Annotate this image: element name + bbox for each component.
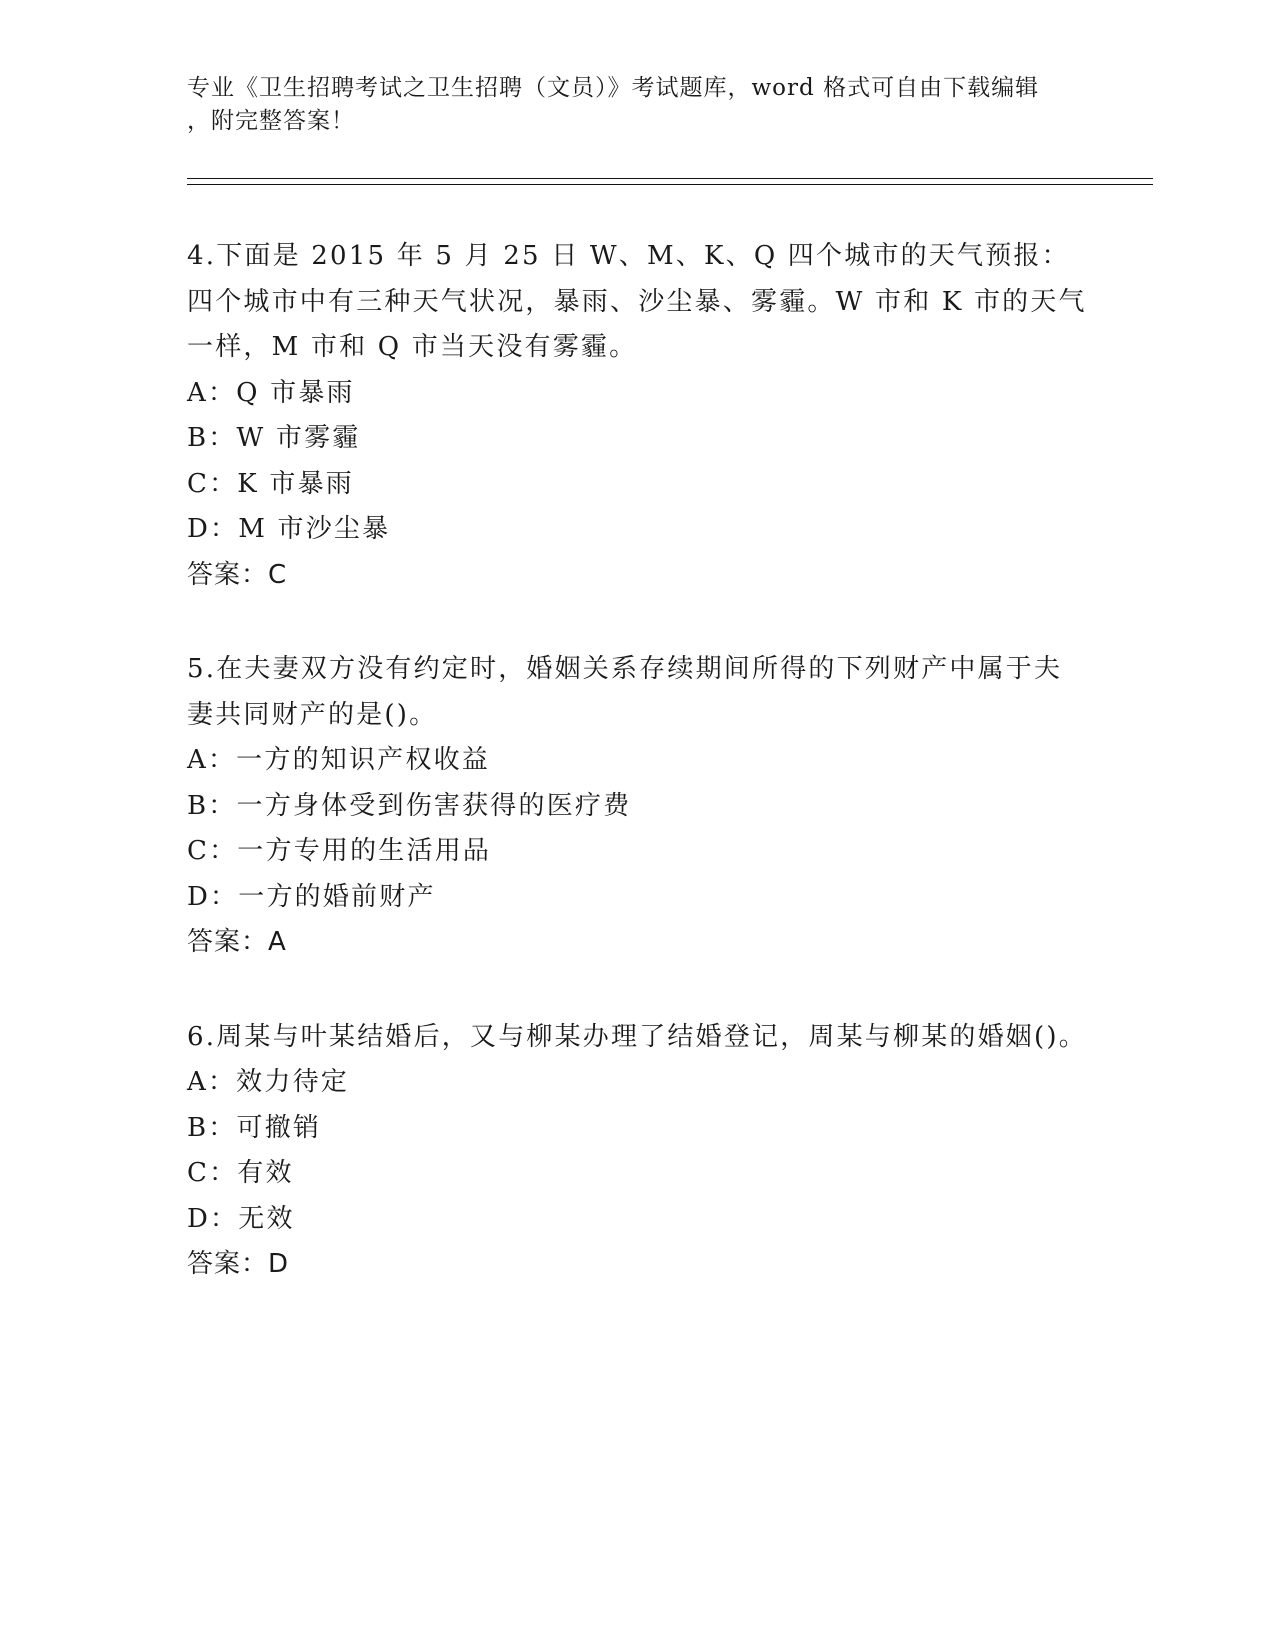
option-d: D：无效: [187, 1203, 295, 1234]
question-list: [187, 234, 1087, 1337]
option-c: C：K 市暴雨: [187, 468, 354, 499]
option-a: A：Q 市暴雨: [187, 377, 355, 408]
answer: 答案：C: [187, 559, 288, 590]
option-b: B：W 市雾霾: [187, 423, 361, 453]
question-stem: 6.周某与叶某结婚后，又与柳某办理了结婚登记，周某与柳某的婚姻()。: [187, 1021, 1087, 1052]
question-6: [187, 1015, 1087, 1288]
option-d: D：一方的婚前财产: [187, 881, 436, 912]
option-a: A：效力待定: [187, 1067, 349, 1097]
question-stem: 4.下面是 2015 年 5 月 25 日 W、M、K、Q 四个城市的天气预报：四个城市中有三种天气状况，暴雨、沙尘暴、雾霾。W 市和 K 市的天气一样，M 市和 Q 市当天没有雾霾。: [187, 241, 1087, 362]
answer: 答案：D: [187, 1249, 290, 1279]
option-a: A：一方的知识产权收益: [187, 745, 490, 775]
question-stem: 5.在夫妻双方没有约定时，婚姻关系存续期间所得的下列财产中属于夫妻共同财产的是()。: [187, 654, 1063, 730]
option-c: C：一方专用的生活用品: [187, 836, 492, 866]
option-d: D：M 市沙尘暴: [187, 514, 391, 544]
header-line-2: ，附完整答案！: [187, 108, 355, 134]
option-b: B：可撤销: [187, 1112, 322, 1143]
option-c: C：有效: [187, 1158, 294, 1188]
option-b: B：一方身体受到伤害获得的医疗费: [187, 790, 632, 821]
document-header: [187, 72, 1077, 138]
header-line-1: 专业《卫生招聘考试之卫生招聘（文员）》考试题库，word 格式可自由下载编辑: [187, 75, 1040, 101]
question-4: [187, 234, 1087, 598]
header-divider-top: [187, 178, 1153, 179]
question-5: [187, 647, 1087, 966]
answer: 答案：A: [187, 927, 287, 957]
header-divider-bottom: [187, 184, 1153, 185]
